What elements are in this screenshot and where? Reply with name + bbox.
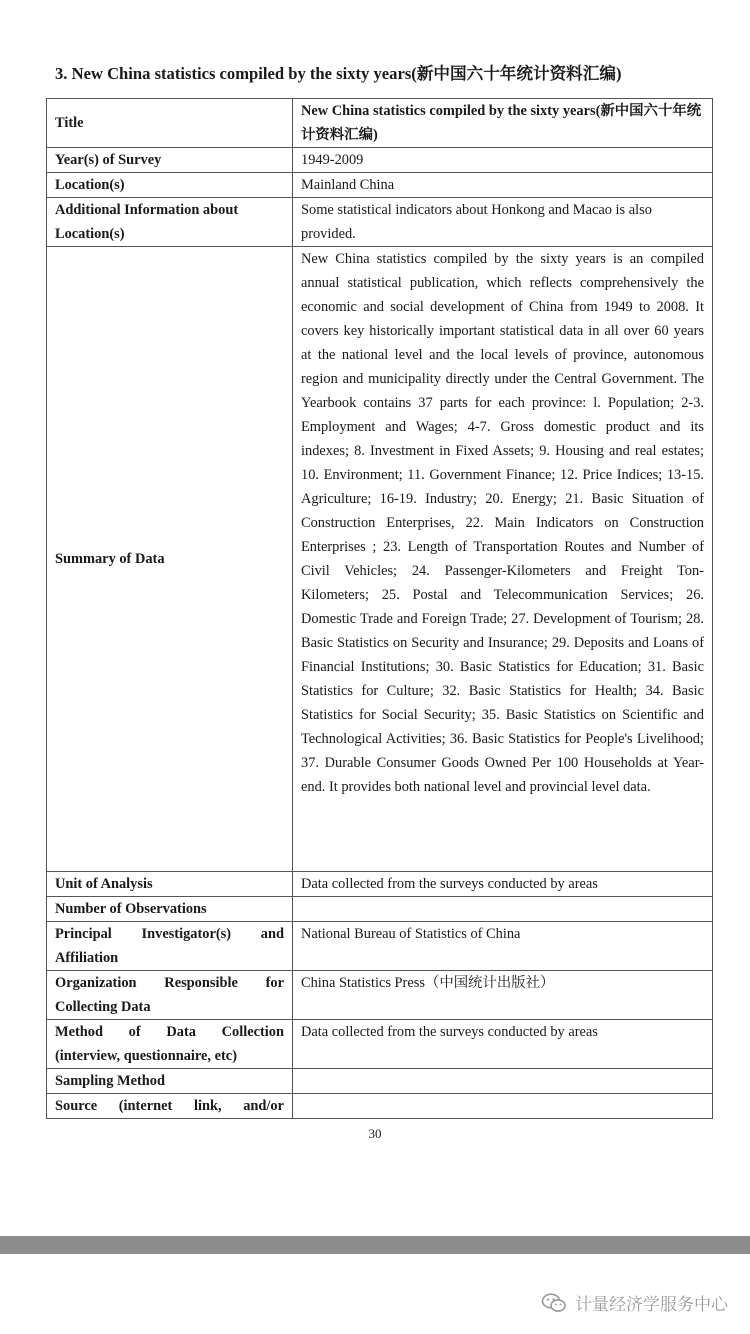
divider-band — [0, 1236, 750, 1254]
row-label-locations: Location(s) — [47, 173, 293, 198]
row-value-investigator: National Bureau of Statistics of China — [293, 922, 713, 971]
row-label-method: Method of Data Collection (interview, questionnaire, etc) — [47, 1020, 293, 1069]
metadata-table — [46, 98, 713, 1119]
table-row — [47, 1094, 713, 1119]
table-row — [47, 1020, 713, 1069]
row-value-locations: Mainland China — [293, 173, 713, 198]
row-value-method: Data collected from the surveys conducted by areas — [293, 1020, 713, 1069]
row-label-title: Title — [47, 99, 293, 148]
row-label-unit: Unit of Analysis — [47, 872, 293, 897]
table-row — [47, 872, 713, 897]
watermark — [541, 1290, 728, 1315]
table-row — [47, 971, 713, 1020]
row-label-summary: Summary of Data — [47, 247, 293, 872]
row-value-years: 1949-2009 — [293, 148, 713, 173]
row-value-unit: Data collected from the surveys conducted by areas — [293, 872, 713, 897]
row-label-years: Year(s) of Survey — [47, 148, 293, 173]
row-value-title: New China statistics compiled by the sixty years(新中国六十年统计资料汇编) — [293, 99, 713, 148]
table-row — [47, 148, 713, 173]
row-value-summary: New China statistics compiled by the sixty years is an compiled annual statistical publication, which reflects comprehensively the economic and social development of China from 1949 to 2008. It covers key historically important statistical data in all over 60 years at the national level and the local levels of province, autonomous region and municipality directly under the Central Government. The Yearbook contains 37 parts for each province: l. Population; 2-3. Employment and Wages; 4-7. Gross domestic product and its indexes; 8. Investment in Fixed Assets; 9. Housing and real estates; 10. Environment; 11. Government Finance; 12. Price Indices; 13-15. Agriculture; 16-19. Industry; 20. Energy; 21. Basic Situation of Construction Enterprises, 22. Main Indicators on Construction Enterprises ; 23. Length of Transportation Routes and Number of Civil Vehicles; 24. Passenger-Kilometers and Freight Ton-Kilometers; 25. Postal and Telecommunication Services; 26. Domestic Trade and Foreign Trade; 27. Development of Tourism; 28. Basic Statistics on Security and Insurance; 29. Deposits and Loans of Financial Institutions; 30. Basic Statistics for Education; 31. Basic Statistics for Culture; 32. Basic Statistics for Health; 34. Basic Statistics for Social Security; 35. Basic Statistics on Scientific and Technological Activities; 36. Basic Statistics for People's Livelihood; 37. Durable Consumer Goods Owned Per 100 Households at Year-end. It provides both national level and provincial level data. — [293, 247, 713, 872]
table-row — [47, 247, 713, 872]
table-row — [47, 1069, 713, 1094]
table-row — [47, 198, 713, 247]
row-value-organization: China Statistics Press（中国统计出版社） — [293, 971, 713, 1020]
page-number: 30 — [368, 1126, 382, 1141]
row-value-observations — [293, 897, 713, 922]
wechat-icon — [541, 1293, 567, 1313]
row-value-sampling — [293, 1069, 713, 1094]
row-label-sampling: Sampling Method — [47, 1069, 293, 1094]
table-row — [47, 922, 713, 971]
row-label-source: Source (internet link, and/or — [47, 1094, 293, 1119]
row-value-source — [293, 1094, 713, 1119]
row-label-organization: Organization Responsible for Collecting Data — [47, 971, 293, 1020]
table-row — [47, 897, 713, 922]
row-label-investigator: Principal Investigator(s) and Affiliation — [47, 922, 293, 971]
table-row — [47, 173, 713, 198]
section-heading: 3. New China statistics compiled by the sixty years(新中国六十年统计资料汇编) — [55, 64, 622, 83]
row-label-additional-info: Additional Information about Location(s) — [47, 198, 293, 247]
table-row — [47, 99, 713, 148]
row-value-additional-info: Some statistical indicators about Honkong and Macao is also provided. — [293, 198, 713, 247]
row-label-observations: Number of Observations — [47, 897, 293, 922]
watermark-text: 计量经济学服务中心 — [575, 1295, 728, 1315]
